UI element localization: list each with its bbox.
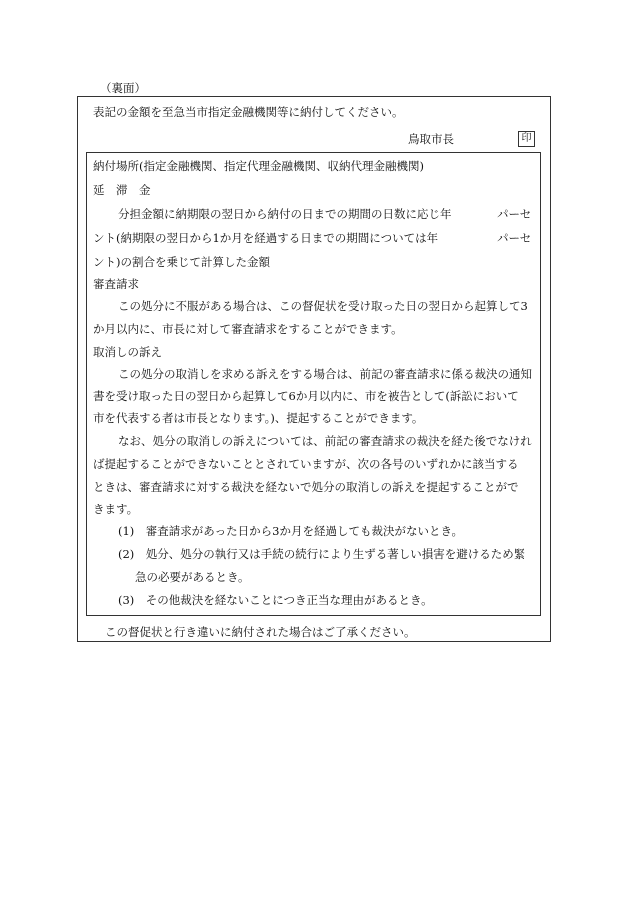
- late-fee-line: 分担金額に納期限の翌日から納付の日までの期間の日数に応じ年: [118, 207, 452, 221]
- late-fee-line: ント(納期限の翌日から1か月を経過する日までの期間については年: [93, 231, 439, 245]
- lawsuit-line: ときは、審査請求に対する裁決を経ないで処分の取消しの訴えを提起することがで: [93, 480, 519, 494]
- footer-note: この督促状と行き違いに納付された場合はご了承ください。: [105, 625, 416, 639]
- lawsuit-list-item: (2) 処分、処分の執行又は手続の続行により生ずる著しい損害を避けるため緊: [118, 547, 526, 561]
- rate-unit-label: パーセ: [497, 231, 532, 245]
- lawsuit-line: きます。: [93, 502, 139, 516]
- lawsuit-line: この処分の取消しを求める訴えをする場合は、前記の審査請求に係る裁決の通知: [118, 367, 532, 381]
- lawsuit-line: 書を受け取った日の翌日から起算して6か月以内に、市を被告として(訴訟において: [93, 389, 519, 403]
- review-heading: 審査請求: [93, 277, 139, 291]
- lawsuit-list-item: (1) 審査請求があった日から3か月を経過しても裁決がないとき。: [118, 524, 464, 538]
- payment-place-heading: 納付場所(指定金融機関、指定代理金融機関、収納代理金融機関): [93, 159, 424, 173]
- payment-request-text: 表記の金額を至急当市指定金融機関等に納付してください。: [93, 105, 404, 119]
- seal-stamp: 印: [518, 131, 535, 147]
- lawsuit-line: 市を代表する者は市長となります。)、提起することができます。: [93, 411, 424, 425]
- lawsuit-line: なお、処分の取消しの訴えについては、前記の審査請求の裁決を経た後でなけれ: [118, 434, 532, 448]
- lawsuit-list-item: (3) その他裁決を経ないことにつき正当な理由があるとき。: [118, 593, 433, 607]
- lawsuit-line: ば提起することができないこととされていますが、次の各号のいずれかに該当する: [93, 457, 519, 471]
- rate-unit-label: パーセ: [497, 207, 532, 221]
- mayor-title: 鳥取市長: [408, 132, 454, 146]
- page-side-label: （裏面）: [100, 81, 146, 95]
- late-fee-line: ント)の割合を乗じて計算した金額: [93, 255, 270, 269]
- lawsuit-heading: 取消しの訴え: [93, 345, 162, 359]
- late-fee-heading: 延 滞 金: [93, 183, 151, 197]
- review-line: か月以内に、市長に対して審査請求をすることができます。: [93, 322, 403, 336]
- lawsuit-list-item: 急の必要があるとき。: [135, 570, 250, 584]
- review-line: この処分に不服がある場合は、この督促状を受け取った日の翌日から起算して3: [118, 299, 528, 313]
